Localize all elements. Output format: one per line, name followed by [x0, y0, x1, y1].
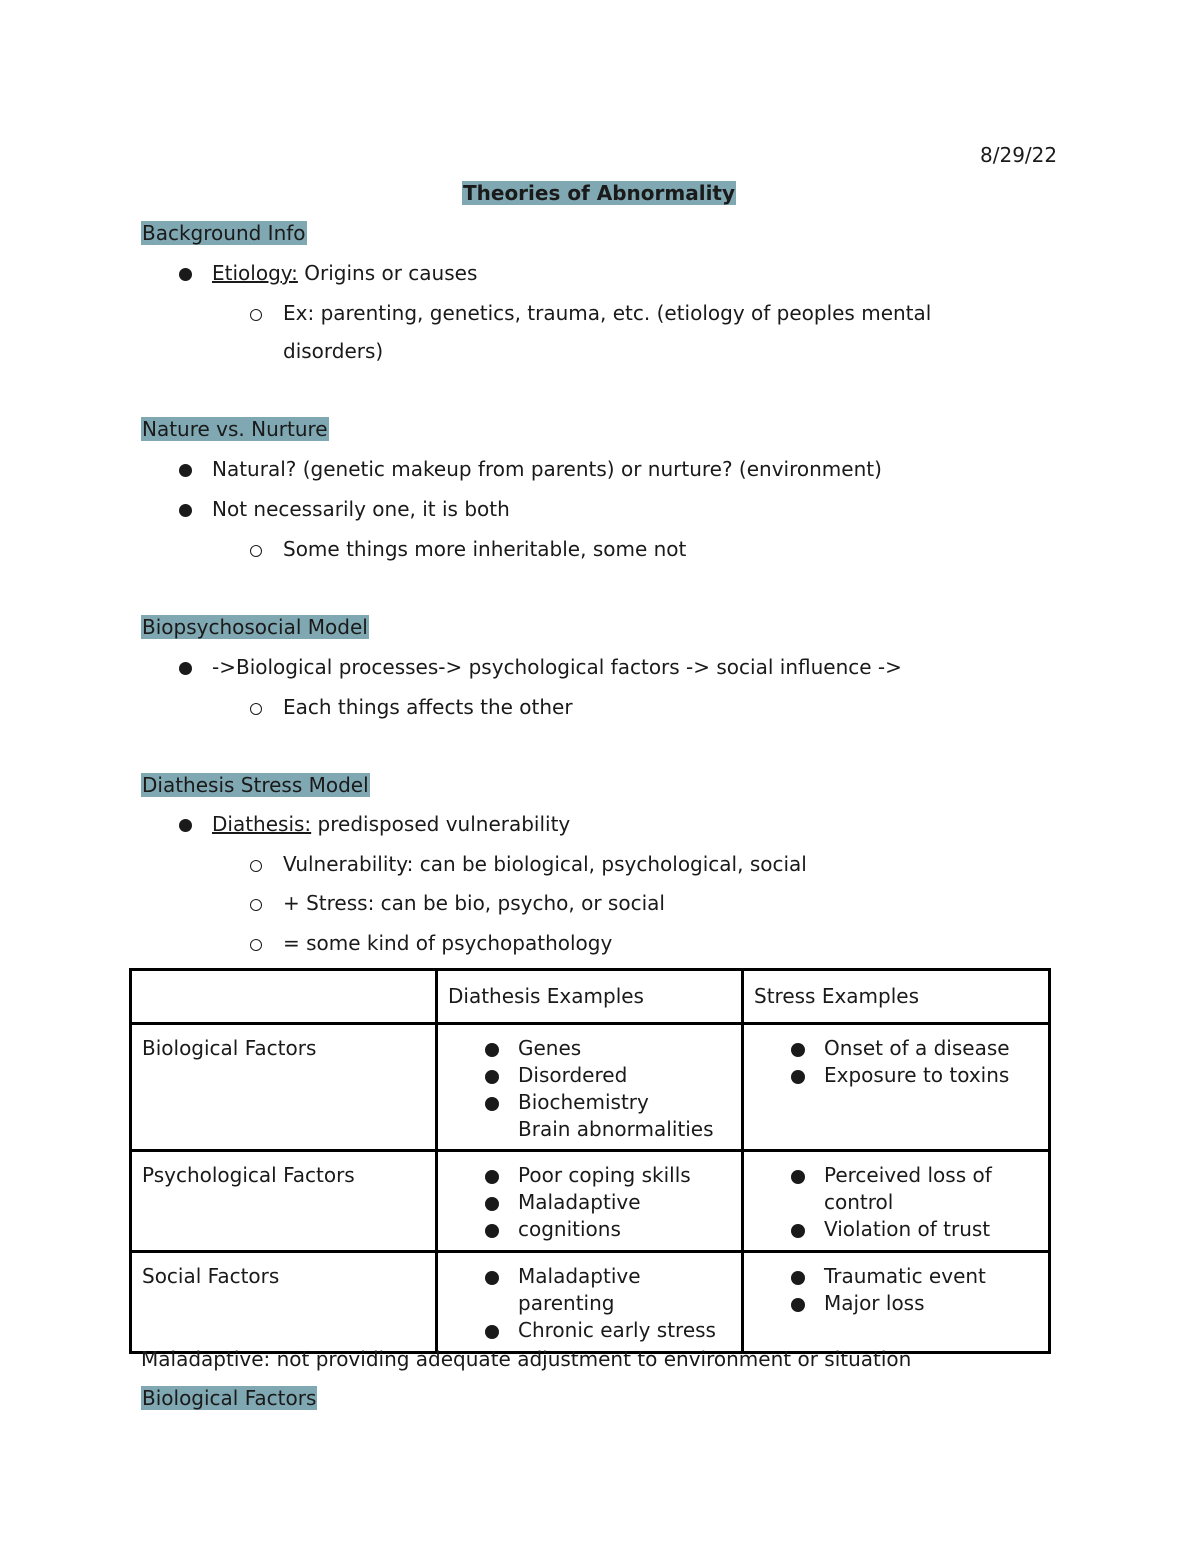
- list-item-text: Chronic early stress: [518, 1318, 716, 1342]
- section-heading-background: [141, 221, 307, 245]
- sub-bullet-icon: [250, 939, 262, 951]
- stress-list: [754, 1263, 1038, 1317]
- list-item-text: Traumatic event: [824, 1264, 986, 1288]
- list-item-text: Maladaptive: [518, 1264, 641, 1288]
- nature-sub-1: Some things more inheritable, some not: [283, 537, 687, 561]
- stress-cell: [743, 1252, 1050, 1353]
- biopsycho-bullet-1: ->Biological processes-> psychological factors -> social influence ->: [212, 655, 902, 679]
- etiology-term: Etiology:: [212, 261, 298, 285]
- bullet-icon: [485, 1271, 499, 1285]
- nature-bullet-1: Natural? (genetic makeup from parents) or nurture? (environment): [212, 457, 882, 481]
- list-item-text: Disordered: [518, 1063, 628, 1087]
- bullet-icon: [179, 819, 192, 832]
- stress-list: [754, 1035, 1038, 1089]
- diathesis-definition: predisposed vulnerability: [311, 812, 571, 836]
- diathesis-sub-3: = some kind of psychopathology: [283, 931, 613, 955]
- bullet-icon: [485, 1043, 499, 1057]
- bullet-icon: [791, 1298, 805, 1312]
- factors-table: [129, 968, 1051, 1354]
- list-item: [518, 1116, 731, 1143]
- list-item-text: Exposure to toxins: [824, 1063, 1010, 1087]
- list-item: [824, 1162, 1038, 1189]
- bullet-icon: [485, 1325, 499, 1339]
- section-heading-nature-text: Nature vs. Nurture: [142, 417, 328, 441]
- diathesis-sub-1: Vulnerability: can be biological, psychological, social: [283, 852, 807, 876]
- list-item-text: Maladaptive: [518, 1190, 641, 1214]
- table-row: [131, 1151, 1050, 1252]
- bullet-icon: [791, 1170, 805, 1184]
- list-item-text: Violation of trust: [824, 1217, 991, 1241]
- section-heading-biological-text: Biological Factors: [142, 1386, 317, 1410]
- list-item: [824, 1290, 1038, 1317]
- diathesis-list: [448, 1035, 731, 1143]
- list-item: [518, 1062, 731, 1089]
- sub-bullet-icon: [250, 860, 262, 872]
- diathesis-sub-2: + Stress: can be bio, psycho, or social: [283, 891, 665, 915]
- nature-bullet-2: Not necessarily one, it is both: [212, 497, 510, 521]
- list-item: [518, 1089, 731, 1116]
- diathesis-cell: [437, 1252, 743, 1353]
- list-item: [518, 1035, 731, 1062]
- bullet-icon: [179, 464, 192, 477]
- page-title-text: Theories of Abnormality: [463, 181, 736, 205]
- bullet-icon: [485, 1170, 499, 1184]
- etiology-definition: Origins or causes: [297, 261, 478, 285]
- diathesis-cell: [437, 1151, 743, 1252]
- bullet-icon: [791, 1070, 805, 1084]
- section-heading-diathesis-text: Diathesis Stress Model: [142, 773, 369, 797]
- stress-cell: [743, 1024, 1050, 1151]
- diathesis-bullet: [212, 812, 570, 836]
- list-item: [824, 1263, 1038, 1290]
- section-heading-biological: [141, 1386, 317, 1410]
- biopsycho-sub-1: Each things affects the other: [283, 695, 573, 719]
- list-item: [518, 1263, 731, 1290]
- page-title: [462, 181, 736, 205]
- bullet-icon: [179, 504, 192, 517]
- stress-cell: [743, 1151, 1050, 1252]
- list-item: [518, 1162, 731, 1189]
- bullet-icon: [485, 1097, 499, 1111]
- etiology-example-line2: disorders): [283, 339, 384, 363]
- list-item: [518, 1216, 731, 1243]
- etiology-bullet: [212, 261, 477, 285]
- list-item-text: Biochemistry: [518, 1090, 649, 1114]
- list-item-text: Brain abnormalities: [518, 1117, 714, 1141]
- row-label: Social Factors: [131, 1252, 437, 1353]
- list-item-text: parenting: [518, 1291, 615, 1315]
- list-item-text: Genes: [518, 1036, 582, 1060]
- bullet-icon: [791, 1224, 805, 1238]
- bullet-icon: [791, 1043, 805, 1057]
- table-header-cell: Diathesis Examples: [437, 970, 743, 1024]
- diathesis-cell: [437, 1024, 743, 1151]
- section-heading-nature: [141, 417, 329, 441]
- list-item: [824, 1216, 1038, 1243]
- section-heading-diathesis: [141, 773, 370, 797]
- row-label: Psychological Factors: [131, 1151, 437, 1252]
- list-item: [518, 1290, 731, 1317]
- bullet-icon: [179, 268, 192, 281]
- diathesis-list: [448, 1263, 731, 1344]
- table-row: [131, 1252, 1050, 1353]
- sub-bullet-icon: [250, 703, 262, 715]
- table-header-row: [131, 970, 1050, 1024]
- bullet-icon: [485, 1070, 499, 1084]
- table-header-cell: Stress Examples: [743, 970, 1050, 1024]
- list-item-text: Poor coping skills: [518, 1163, 691, 1187]
- bullet-icon: [791, 1271, 805, 1285]
- document-date: 8/29/22: [980, 143, 1058, 167]
- section-heading-background-text: Background Info: [142, 221, 306, 245]
- stress-list: [754, 1162, 1038, 1243]
- list-item-text: Perceived loss of: [824, 1163, 992, 1187]
- list-item: [518, 1189, 731, 1216]
- sub-bullet-icon: [250, 545, 262, 557]
- list-item-text: control: [824, 1190, 894, 1214]
- list-item-text: cognitions: [518, 1217, 621, 1241]
- list-item-text: Onset of a disease: [824, 1036, 1010, 1060]
- bullet-icon: [485, 1197, 499, 1211]
- section-heading-biopsychosocial: [141, 615, 369, 639]
- diathesis-term: Diathesis:: [212, 812, 312, 836]
- table-header-cell: [131, 970, 437, 1024]
- sub-bullet-icon: [250, 899, 262, 911]
- bullet-icon: [485, 1224, 499, 1238]
- bullet-icon: [179, 662, 192, 675]
- diathesis-list: [448, 1162, 731, 1243]
- list-item: [824, 1062, 1038, 1089]
- sub-bullet-icon: [250, 309, 262, 321]
- maladaptive-footnote: Maladaptive: not providing adequate adjustment to environment or situation: [141, 1347, 912, 1371]
- etiology-example-line1: Ex: parenting, genetics, trauma, etc. (etiology of peoples mental: [283, 301, 932, 325]
- list-item: [518, 1317, 731, 1344]
- row-label: Biological Factors: [131, 1024, 437, 1151]
- list-item: [824, 1035, 1038, 1062]
- list-item: [824, 1189, 1038, 1216]
- list-item-text: Major loss: [824, 1291, 925, 1315]
- table-row: [131, 1024, 1050, 1151]
- section-heading-biopsychosocial-text: Biopsychosocial Model: [142, 615, 368, 639]
